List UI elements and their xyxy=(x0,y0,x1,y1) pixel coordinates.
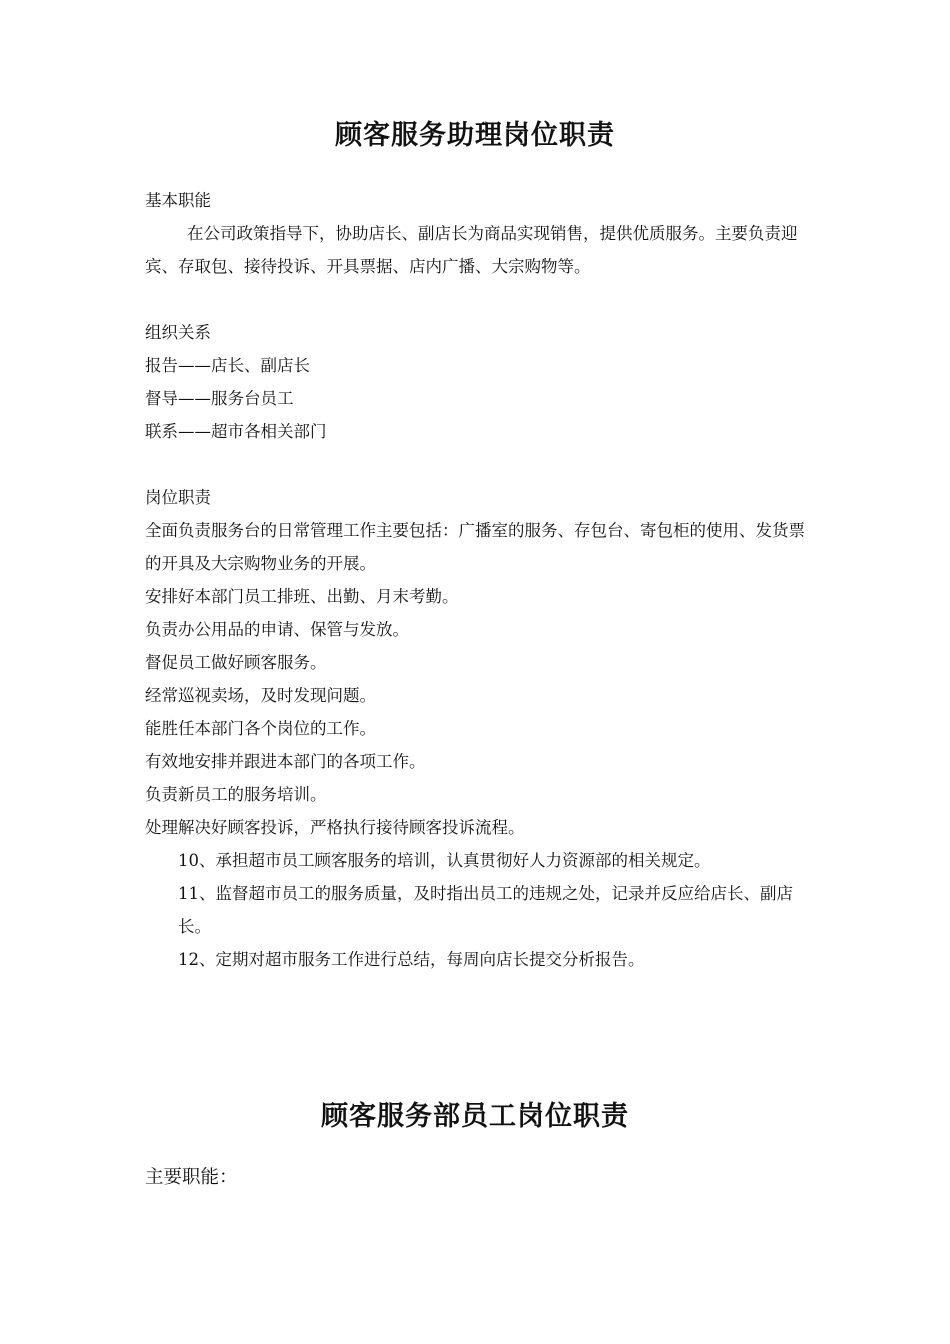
duty-item: 有效地安排并跟进本部门的各项工作。 xyxy=(145,752,426,771)
duty-item: 负责新员工的服务培训。 xyxy=(145,785,327,804)
duty-item: 督促员工做好顾客服务。 xyxy=(145,653,327,672)
spacer xyxy=(145,448,810,481)
duty-item: 安排好本部门员工排班、出勤、月末考勤。 xyxy=(145,587,459,606)
duty-item: 负责办公用品的申请、保管与发放。 xyxy=(145,620,409,639)
duty-item: 全面负责服务台的日常管理工作主要包括：广播室的服务、存包台、寄包柜的使用、发货票的开具及大宗购物业务的开展。 xyxy=(145,521,805,573)
basic-function-text: 在公司政策指导下，协助店长、副店长为商品实现销售，提供优质服务。主要负责迎宾、存取包、接待投诉、开具票据、店内广播、大宗购物等。 xyxy=(145,224,798,276)
org-line: 报告——店长、副店长 xyxy=(145,356,310,375)
numbered-duty-item: 11、监督超市员工的服务质量，及时指出员工的违规之处，记录并反应给店长、副店长。 xyxy=(178,884,793,936)
org-line: 督导——服务台员工 xyxy=(145,389,294,408)
basic-function-heading: 基本职能 xyxy=(145,191,211,210)
duties-heading: 岗位职责 xyxy=(145,488,211,507)
numbered-duty-item: 10、承担超市员工顾客服务的培训，认真贯彻好人力资源部的相关规定。 xyxy=(178,851,711,870)
duty-item: 经常巡视卖场，及时发现问题。 xyxy=(145,686,376,705)
document-body xyxy=(145,184,810,976)
numbered-duty-item: 12、定期对超市服务工作进行总结，每周向店长提交分析报告。 xyxy=(178,950,645,969)
document-title: 顾客服务助理岗位职责 xyxy=(335,120,615,151)
duty-item: 能胜任本部门各个岗位的工作。 xyxy=(145,719,376,738)
org-relation-heading: 组织关系 xyxy=(145,323,211,342)
spacer xyxy=(145,283,810,316)
second-document-title: 顾客服务部员工岗位职责 xyxy=(321,1101,629,1132)
org-line: 联系——超市各相关部门 xyxy=(145,422,327,441)
duty-item: 处理解决好顾客投诉，严格执行接待顾客投诉流程。 xyxy=(145,818,525,837)
main-duty-heading: 主要职能： xyxy=(145,1167,238,1188)
